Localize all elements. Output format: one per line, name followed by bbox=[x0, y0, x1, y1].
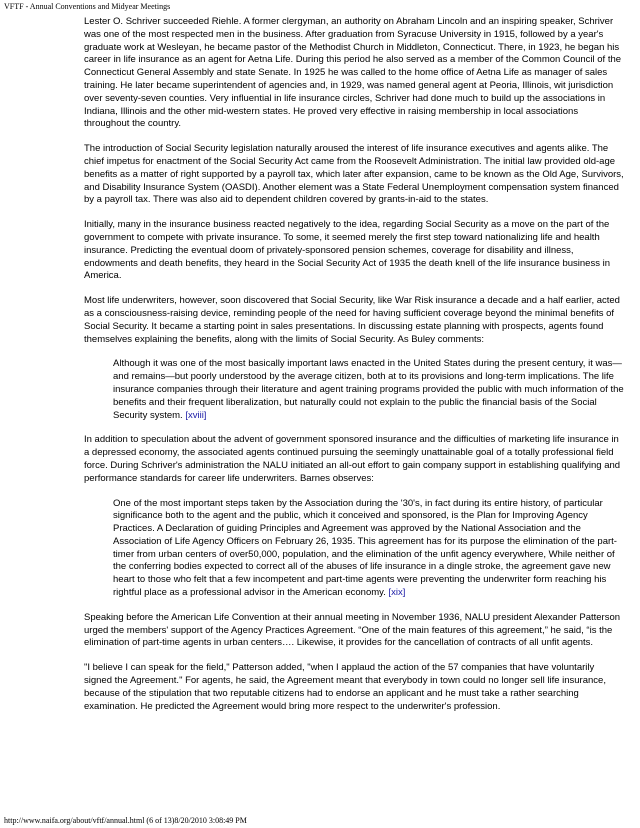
paragraph-social-security-intro: The introduction of Social Security legislation naturally aroused the interest of life insurance executives and agents alike. The chief impetus for enactment of the Social Security Act came from the Roosevelt Administration. The initial law provided old-age benefits as a matter of right supported by a payroll tax, which later after expansion, came to be known as the Old Age, Survivors, and Disability Insurance System (OASDI). Another element was a State Federal Unemployment compensation system financed by a payroll tax. There was also aid to dependent children covered by grants-in-aid to the states. bbox=[84, 143, 624, 206]
page-footer-url: http://www.naifa.org/about/vftf/annual.html (6 of 13)8/20/2010 3:08:49 PM bbox=[4, 816, 247, 825]
quote-text: Although it was one of the most basically important laws enacted in the United States during the present century, it was—and remains—but poorly understood by the average citizen, both at to its provisions and long-term implications. The life insurance companies through their literature and agent training programs provided the public with much information of the benefits and their frequent liberalization, but naturally could not explain to the public the financial basis of the Social Security system. bbox=[113, 358, 624, 421]
paragraph-initial-reaction: Initially, many in the insurance business reacted negatively to the idea, regarding Social Security as a move on the part of the government to compete with private insurance. To some, it seemed merely the first step toward nationalizing life and health insurance. Predicting the eventual doom of privately-sponsored pension schemes, coverage for disability and illness, endowments and death benefits, they heard in the Social Security Act of 1935 the death knell of the life insurance business in America. bbox=[84, 219, 611, 282]
block-quote-barnes bbox=[113, 498, 624, 600]
footnote-link-xix[interactable]: [xix] bbox=[388, 587, 406, 599]
footnote-link-xviii[interactable]: [xviii] bbox=[185, 409, 207, 421]
block-quote-buley bbox=[113, 358, 624, 422]
page-header: VFTF - Annual Conventions and Midyear Meetings bbox=[4, 2, 171, 11]
quote-text: One of the most important steps taken by the Association during the '30's, in fact during its entire history, of particular significance both to the agent and the public, which it conceived and sponsored, is the Plan for Improving Agency Practices. A Declaration of guiding Principles and Agreement was approved by the National Association and the Association of Life Agency Officers on February 26, 1935. This agreement has for its purpose the elimination of the part-timer from urban centers of over50,000, population, and the elimination of the unfit agency everywhere, While neither of the conferring bodies expected to correct all of the abuses of life insurance in a dingle stroke, the agreement gave new heart to those who felt that a few incompetent and part-time agents were preventing the underwriter form reaching his rightful place as a professional advisor in the American economy. bbox=[113, 497, 617, 599]
article-body bbox=[84, 16, 624, 713]
paragraph-professional-field-force: In addition to speculation about the advent of government sponsored insurance and the difficulties of marketing life insurance in a depressed economy, the associated agents continued pursuing the seemingly unattainable goal of a totally professional field force. During Schriver's administration the NALU initiated an all-out effort to gain company support in establishing qualifying and performance standards for career life underwriters. Barnes observes: bbox=[84, 434, 621, 484]
paragraph-patterson-field: "I believe I can speak for the field," Patterson added, "when I applaud the action of the 57 companies that have voluntarily signed the Agreement." For agents, he said, the Agreement meant that everybody in town could no longer sell life insurance, because of the stipulation that two reputable citizens had to endorse an applicant and he must take a rather searching examination. He predicted the Agreement would bring more respect to the underwriter's profession. bbox=[84, 662, 606, 712]
paragraph-underwriters-discovery: Most life underwriters, however, soon discovered that Social Security, like War Risk insurance a decade and a half earlier, acted as a consciousness-raising device, reminding people of the need for having sufficient coverage beyond the minimal benefits of Social Security. It became a starting point in sales presentations. In discussing estate planning with prospects, agents found themselves explaining the benefits, along with the limits of Social Security. As Buley comments: bbox=[84, 295, 620, 345]
paragraph-schriver-bio: Lester O. Schriver succeeded Riehle. A former clergyman, an authority on Abraham Lincoln and an inspiring speaker, Schriver was one of the most respected men in the business. After graduation from Syracuse University in 1915, followed by a year's graduate work at Wesleyan, he became pastor of the Methodist Church in Middleton, Connecticut. There, in 1923, he began his career in life insurance as an agent for Aetna Life. During this period he also served as a member of the Common Council of the Connecticut General Assembly and state Senate. In 1925 he was called to the home office of Aetna Life as manager of sales training. He later became superintendent of agencies and, in 1929, was named general agent at Peoria, Illinois, wit jurisdiction over seventy-seven counties. Very influential in life insurance circles, Schriver had done much to build up the associations in Indiana, Illinois and the other mid-western states. He proved very effective in raising membership in local associations throughout the country. bbox=[84, 16, 622, 130]
paragraph-patterson-speech: Speaking before the American Life Convention at their annual meeting in November 1936, NALU president Alexander Patterson urged the members' support of the Agency Practices Agreement. “One of the main features of this agreement,” he said, “is the elimination of part-time agents in urban centers…. Likewise, it provides for the cancellation of contracts of all unfit agents. bbox=[84, 611, 621, 649]
